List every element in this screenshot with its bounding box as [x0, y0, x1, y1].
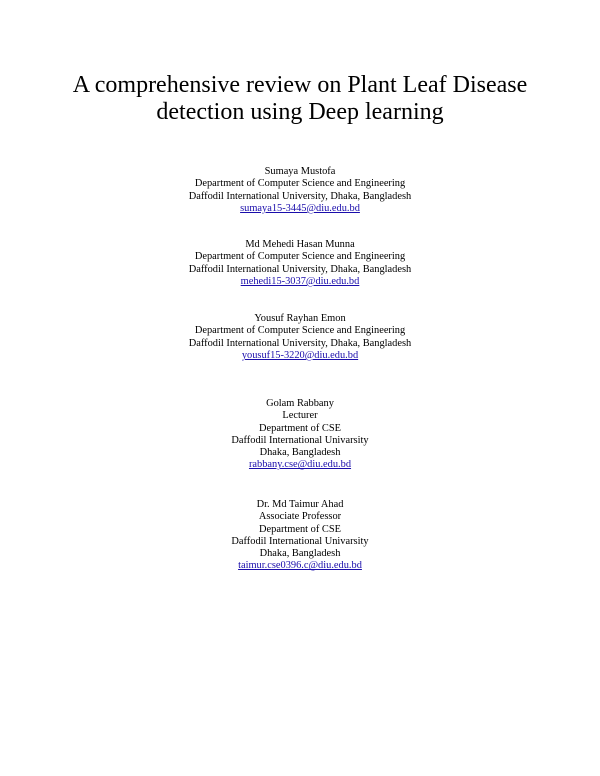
author-department: Department of Computer Science and Engineering	[194, 178, 406, 190]
author-block	[0, 313, 600, 362]
author-email-link[interactable]: rabbany.cse@diu.edu.bd	[248, 459, 352, 471]
author-department: Department of Computer Science and Engineering	[194, 251, 406, 263]
author-affiliation: Daffodil International University, Dhaka, Bangladesh	[188, 263, 412, 275]
author-name: Yousuf Rayhan Emon	[254, 313, 346, 324]
author-location: Dhaka, Bangladesh	[259, 548, 341, 560]
author-department: Department of CSE	[259, 523, 341, 535]
author-block	[0, 166, 600, 215]
author-institution: Daffodil International Univarsity	[231, 434, 369, 446]
paper-title-line-2: detection using Deep learning	[156, 99, 444, 125]
author-block	[0, 239, 600, 288]
author-name: Sumaya Mustofa	[264, 166, 336, 177]
author-position: Lecturer	[282, 410, 318, 422]
author-block	[0, 398, 600, 472]
author-department: Department of Computer Science and Engineering	[194, 325, 406, 337]
author-block	[0, 499, 600, 573]
author-location: Dhaka, Bangladesh	[259, 447, 341, 459]
author-email-link[interactable]: taimur.cse0396.c@diu.edu.bd	[238, 560, 362, 572]
author-email-link[interactable]: yousuf15-3220@diu.edu.bd	[241, 349, 359, 361]
author-name: Golam Rabbany	[266, 398, 334, 409]
author-email-link[interactable]: mehedi15-3037@diu.edu.bd	[240, 275, 360, 287]
author-affiliation: Daffodil International University, Dhaka, Bangladesh	[188, 337, 412, 349]
author-name: Dr. Md Taimur Ahad	[256, 499, 344, 510]
author-name: Md Mehedi Hasan Munna	[245, 239, 355, 250]
author-department: Department of CSE	[259, 422, 341, 434]
author-affiliation: Daffodil International University, Dhaka, Bangladesh	[188, 190, 412, 202]
paper-title-line-1: A comprehensive review on Plant Leaf Disease	[72, 72, 528, 98]
author-position: Associate Professor	[258, 511, 342, 523]
author-institution: Daffodil International Univarsity	[231, 535, 369, 547]
paper-title	[0, 72, 600, 126]
author-email-link[interactable]: sumaya15-3445@diu.edu.bd	[240, 202, 360, 214]
